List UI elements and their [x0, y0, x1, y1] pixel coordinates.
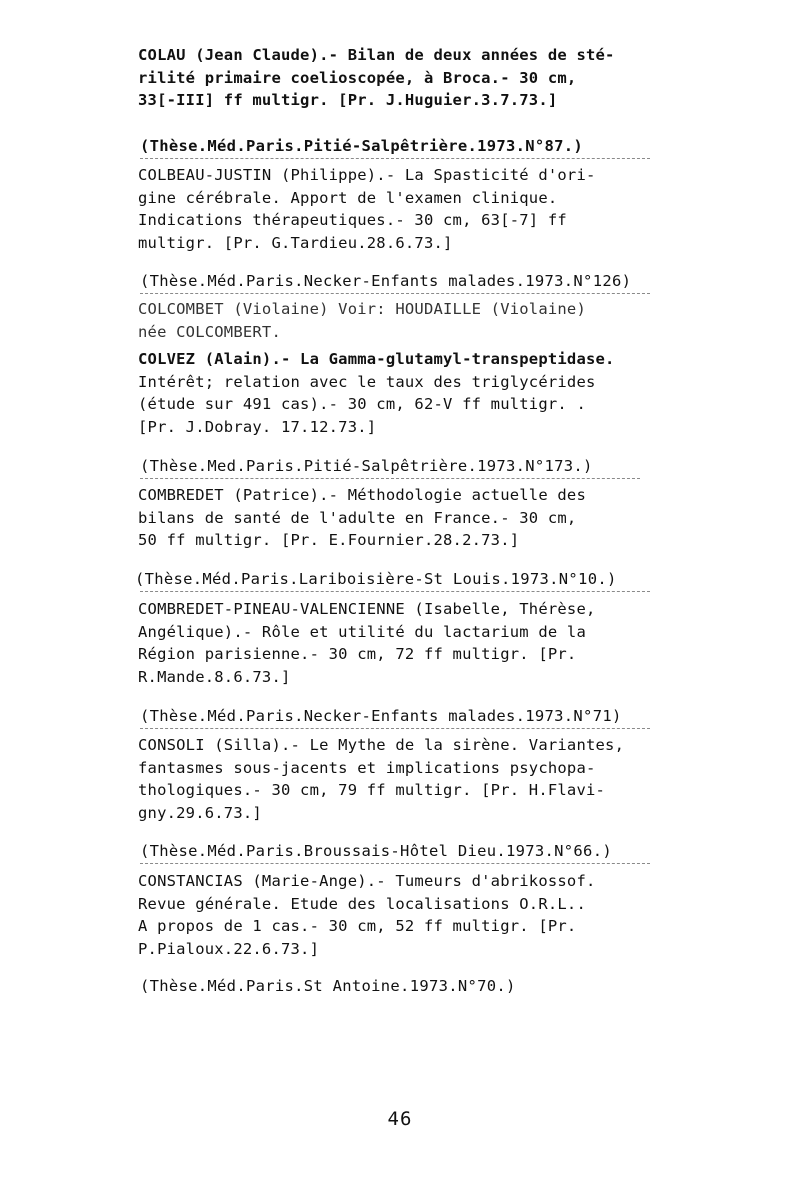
- entry-line: 33[-III] ff multigr. [Pr. J.Huguier.3.7.73.]: [138, 91, 558, 109]
- bibliography-entry: [138, 598, 668, 688]
- separator-rule: [140, 478, 640, 479]
- separator-rule: [140, 728, 650, 729]
- entry-line: gine cérébrale. Apport de l'examen clinique.: [138, 188, 558, 207]
- bibliography-entry: [138, 44, 668, 112]
- entry-line: Angélique).- Rôle et utilité du lactarium de la: [138, 622, 586, 641]
- entry-line: COLBEAU-JUSTIN (Philippe).- La Spasticité d'ori-: [138, 166, 596, 184]
- thesis-source: (Thèse.Méd.Paris.St Antoine.1973.N°70.): [140, 977, 516, 995]
- thesis-source: (Thèse.Méd.Paris.Lariboisière-St Louis.1973.N°10.): [135, 570, 617, 588]
- entry-line: Région parisienne.- 30 cm, 72 ff multigr. [Pr.: [138, 645, 577, 663]
- entry-line: née COLCOMBERT.: [138, 322, 281, 341]
- entry-line: A propos de 1 cas.- 30 cm, 52 ff multigr. [Pr.: [138, 917, 577, 935]
- entry-line: gny.29.6.73.]: [138, 803, 262, 822]
- separator-rule: [140, 863, 650, 864]
- thesis-source: (Thèse.Méd.Paris.Pitié-Salpêtrière.1973.N°87.): [140, 137, 584, 155]
- separator-rule: [140, 158, 650, 159]
- entry-line: fantasmes sous-jacents et implications psychopa-: [138, 758, 596, 777]
- entry-line: (étude sur 491 cas).- 30 cm, 62-V ff multigr. .: [138, 395, 586, 413]
- entry-line: COLVEZ (Alain).- La Gamma-glutamyl-transpeptidase.: [138, 350, 615, 368]
- entry-line: bilans de santé de l'adulte en France.- 30 cm,: [138, 508, 577, 527]
- bibliography-entry: [138, 348, 668, 438]
- entry-line: Revue générale. Etude des localisations O.R.L..: [138, 894, 586, 913]
- entry-line: rilité primaire coelioscopée, à Broca.- 30 cm,: [138, 68, 577, 87]
- entry-line: R.Mande.8.6.73.]: [138, 667, 291, 686]
- entry-line: COMBREDET (Patrice).- Méthodologie actuelle des: [138, 486, 586, 504]
- entry-line: Indications thérapeutiques.- 30 cm, 63[-7] ff: [138, 211, 567, 229]
- entry-line: thologiques.- 30 cm, 79 ff multigr. [Pr. H.Flavi-: [138, 781, 606, 799]
- entry-line: CONSOLI (Silla).- Le Mythe de la sirène. Variantes,: [138, 736, 625, 754]
- entry-line: Intérêt; relation avec le taux des triglycérides: [138, 372, 596, 391]
- entry-line: COLAU (Jean Claude).- Bilan de deux années de sté-: [138, 46, 615, 64]
- page-number: 46: [387, 1108, 413, 1130]
- bibliography-entry: [138, 164, 668, 254]
- entry-line: CONSTANCIAS (Marie-Ange).- Tumeurs d'abrikossof.: [138, 872, 596, 890]
- thesis-source: (Thèse.Méd.Paris.Necker-Enfants malades.1973.N°126): [140, 272, 632, 290]
- entry-line: [Pr. J.Dobray. 17.12.73.]: [138, 417, 377, 436]
- entry-line: COMBREDET-PINEAU-VALENCIENNE (Isabelle, Thérèse,: [138, 600, 596, 618]
- separator-rule: [140, 293, 650, 294]
- entry-line: 50 ff multigr. [Pr. E.Fournier.28.2.73.]: [138, 531, 520, 549]
- thesis-source: (Thèse.Med.Paris.Pitié-Salpêtrière.1973.N°173.): [140, 457, 593, 475]
- entry-line: P.Pialoux.22.6.73.]: [138, 939, 320, 958]
- cross-reference-entry: [138, 298, 668, 343]
- entry-line: COLCOMBET (Violaine) Voir: HOUDAILLE (Violaine): [138, 300, 586, 318]
- bibliography-entry: [138, 484, 668, 552]
- separator-rule: [140, 591, 650, 592]
- thesis-source: (Thèse.Méd.Paris.Broussais-Hôtel Dieu.1973.N°66.): [140, 842, 612, 860]
- bibliography-entry: [138, 870, 668, 960]
- bibliography-entry: [138, 734, 668, 824]
- thesis-source: (Thèse.Méd.Paris.Necker-Enfants malades.1973.N°71): [140, 707, 622, 725]
- entry-line: multigr. [Pr. G.Tardieu.28.6.73.]: [138, 233, 453, 252]
